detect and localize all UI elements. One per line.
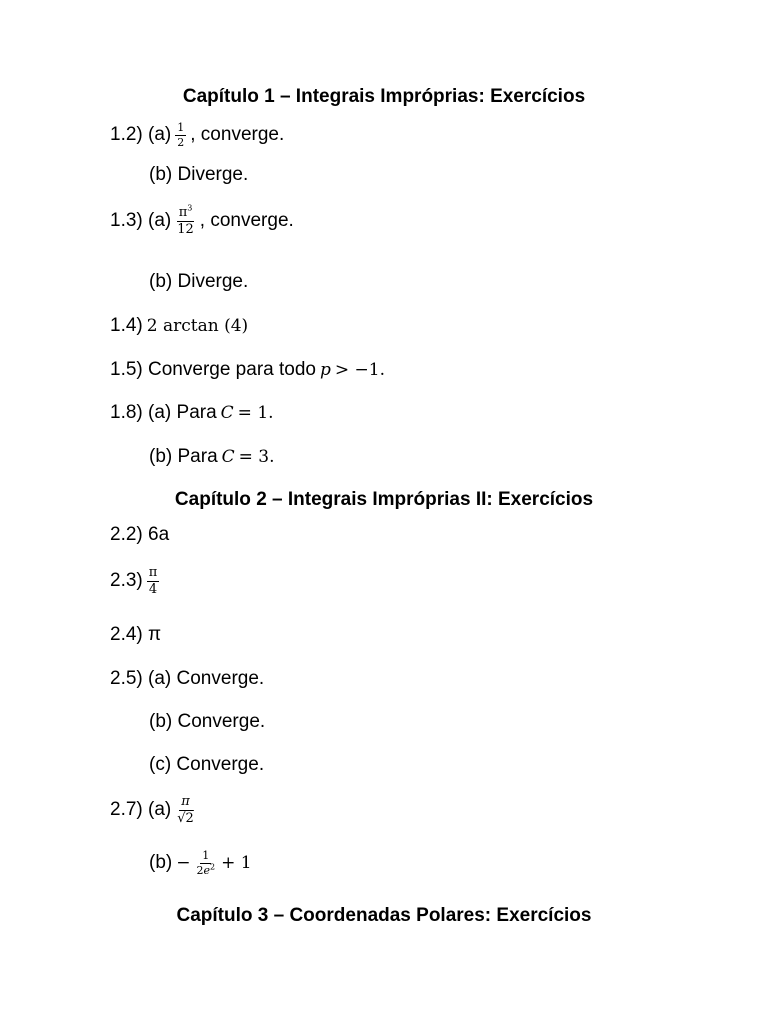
root-sign: √ [177,810,186,826]
answer-label: 2.3) [110,570,143,592]
answer-label: (b) Para [149,446,218,467]
answer-1-3b [149,271,248,293]
fraction [175,203,196,237]
math-variable: C [220,403,234,423]
answer-label: (b) Converge. [149,711,266,732]
answer-suffix: , converge. [190,124,285,146]
answer-2-3 [110,566,163,596]
numerator: 1 [202,849,210,862]
answer-2-2 [110,524,169,546]
math-variable: C [221,447,235,467]
answer-math: 2 arctan (4) [146,316,249,336]
fraction [175,122,186,148]
answer-1-2b [149,164,248,186]
answer-2-7a [110,795,200,825]
numerator: 1 [177,121,185,134]
answer-label: 1.2) (a) [110,124,172,146]
answer-1-8b [149,446,275,468]
denominator-variable: e [203,863,210,877]
answer-2-4 [110,624,161,646]
answer-suffix: , converge. [199,210,294,232]
exponent: 2 [210,861,216,871]
answer-label: 1.4) [110,315,143,336]
numerator-base: π [178,205,188,220]
answer-1-3a [110,203,294,237]
answer-label: 1.8) (a) Para [110,402,217,423]
answer-2-5c [149,754,264,776]
answer-label: 2.4) π [110,624,162,645]
denominator-coefficient: 2 [196,863,204,877]
answer-label: 1.3) (a) [110,210,172,232]
answer-math: = 1. [237,403,274,423]
answer-1-2a [110,122,284,148]
answer-math: > −1. [334,360,385,380]
exponent: 3 [187,203,193,213]
math-variable: p [319,360,331,380]
answer-2-5a [110,668,264,690]
answer-label: (c) Converge. [149,754,265,775]
answer-2-7b [149,850,252,876]
answer-label: 2.7) (a) [110,799,172,821]
fraction [147,566,160,596]
chapter-3-heading: Capítulo 3 – Coordenadas Polares: Exercícios [176,905,592,926]
chapter-2-heading: Capítulo 2 – Integrais Impróprias II: Exercícios [174,489,594,510]
denominator: 2 [177,135,185,149]
fraction [194,850,217,876]
denominator: 4 [148,581,158,597]
answer-label: 2.5) (a) Converge. [110,668,265,689]
answer-math: = 3. [238,447,275,467]
numerator: π [181,794,190,809]
denominator [175,811,196,826]
numerator: π [148,565,158,580]
answer-1-4 [110,315,248,337]
fraction [175,795,196,825]
answer-1-5 [110,359,385,381]
radicand: 2 [185,810,194,826]
answer-suffix: + 1 [221,853,252,874]
answer-2-5b [149,711,265,733]
numerator [177,203,195,222]
answer-label: 2.2) 6a [110,524,170,545]
denominator: 12 [177,221,194,237]
answer-label: 1.5) Converge para todo [110,359,316,380]
answer-label: (b) [149,852,173,874]
chapter-1-heading: Capítulo 1 – Integrais Impróprias: Exercícios [182,86,586,107]
answer-label: (b) Diverge. [149,164,249,185]
minus-sign: − [176,853,191,874]
answer-1-8a [110,402,274,424]
answer-label: (b) Diverge. [149,271,249,292]
denominator [194,861,217,877]
